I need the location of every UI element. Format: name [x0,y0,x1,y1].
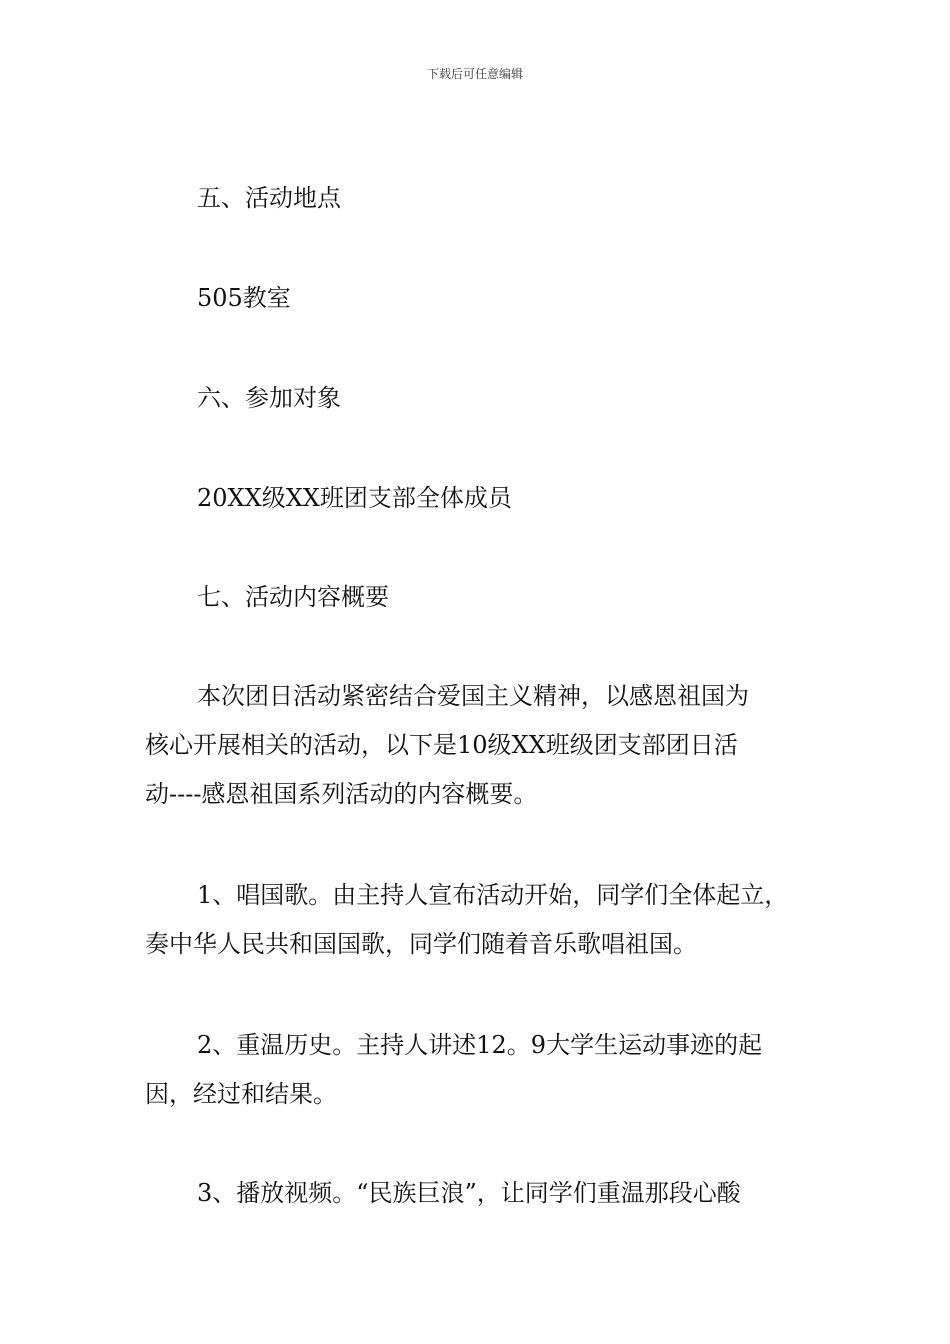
item-3-line-1: 3、播放视频。“民族巨浪”，让同学们重温那段心酸 [197,1179,741,1207]
item-2-line-1: 2、重温历史。主持人讲述12。9大学生运动事迹的起 [197,1031,763,1059]
item-1-line-2: 奏中华人民共和国国歌，同学们随着音乐歌唱祖国。 [145,930,697,958]
participants-text: 20XX级XX班团支部全体成员 [197,484,512,512]
location-text: 505教室 [197,284,291,312]
summary-line-2: 核心开展相关的活动，以下是10级XX班级团支部团日活 [145,731,738,759]
section-heading-location: 五、活动地点 [197,184,341,212]
item-2-line-2: 因，经过和结果。 [145,1080,337,1108]
section-heading-summary: 七、活动内容概要 [197,583,389,611]
summary-line-1: 本次团日活动紧密结合爱国主义精神，以感恩祖国为 [197,682,749,710]
summary-line-3: 动----感恩祖国系列活动的内容概要。 [145,780,538,808]
item-1-line-1: 1、唱国歌。由主持人宣布活动开始，同学们全体起立， [197,881,789,909]
header-note: 下载后可任意编辑 [426,67,523,81]
section-heading-participants: 六、参加对象 [197,384,341,412]
